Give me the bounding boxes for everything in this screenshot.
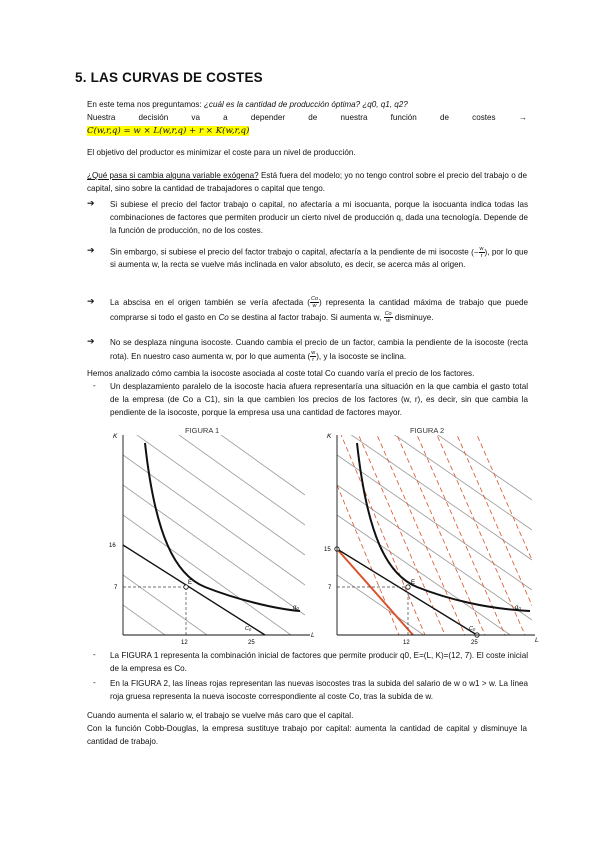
figure-1-x25: 25: [248, 640, 255, 646]
analysis-item-1: Un desplazamiento paralelo de la isocoste hacia afuera representaría una situación en la que cambia el gasto total de la empresa (de Co a C1), sin la que cambien los precios de los factores (w, r), es decir, sin que cambia la pendiente de la isocoste, porque la empresa usa una cantidad de factores mayor.: [110, 382, 528, 417]
bullet-3: [110, 295, 528, 325]
figure-1-q0-label: q₀: [293, 605, 299, 611]
exogena-question: ¿Qué pasa si cambia alguna variable exógena?: [87, 171, 259, 180]
intro-question: [87, 99, 527, 112]
figure-2-title: FIGURA 2: [410, 426, 445, 435]
arrow-bullet-icon: ➔: [87, 296, 95, 306]
conclusion-2: Con la función Cobb-Douglas, la empresa sustituye trabajo por capital: aumenta la cantidad de capital y disminuye la cantidad de trabajo.: [87, 724, 527, 746]
decision-word: nuestra: [340, 113, 368, 122]
figure-2-x12: 12: [403, 640, 410, 646]
frac-num: w: [479, 246, 484, 252]
new-isocost-line: [435, 425, 545, 635]
isocost-line: [123, 425, 305, 525]
isocost-line: [337, 425, 532, 530]
bullet-2: [110, 246, 528, 272]
figure-1-x12: 12: [181, 640, 188, 646]
bullet-4: [110, 336, 528, 364]
cost-formula: C(w,r,q) = w × L(w,r,q) + r × K(w,r,q): [87, 126, 250, 136]
figure-1: [109, 425, 315, 655]
figure-2-isocost-c0: [337, 549, 477, 635]
exogena-rest: Está fuera del modelo; yo no tengo control sobre el precio del trabajo o de capital, sino sobre la cantidad de trabajadores o capital que tengo.: [87, 171, 527, 193]
note-figure-1: La FIGURA 1 representa la combinación inicial de factores que permite producir q0, E=(L, K)=(12, 7). El coste inicial de la empresa es Co.: [110, 651, 528, 673]
frac-den: r: [480, 253, 483, 259]
figure-2-isocost-lines: [337, 425, 532, 655]
figure-1-isocost-lines: [123, 425, 305, 655]
exogena-paragraph: [87, 170, 527, 196]
analysis-lead: Hemos analizado cómo cambia la isocoste asociada al coste total Co cuando varía el precio de los factores.: [87, 369, 475, 378]
figure-2-k-label: K: [327, 433, 332, 440]
decision-word: →: [518, 113, 527, 122]
decision-line: [87, 112, 527, 125]
frac-num: Co: [311, 296, 319, 303]
intro-question-prefix: En este tema nos preguntamos:: [87, 100, 204, 109]
figure-1-k-label: K: [113, 433, 118, 440]
dash-bullet: -: [93, 381, 96, 390]
figure-2-q0-label: q₀: [515, 605, 521, 611]
note-figure-2: En la FIGURA 2, las líneas rojas representan las nuevas isocostes tras la subida del salario de w o w1 > w. La línea roja gruesa representa la nueva isocoste correspondiente al coste Co, tras la subida de w.: [110, 679, 528, 701]
isocost-line: [123, 485, 305, 615]
decision-word: decisión: [138, 113, 169, 122]
figure-2-y7: 7: [328, 585, 332, 591]
bullet-4-part-a: No se desplaza ninguna isocoste. Cuando cambia el precio de un factor, cambia la pendiente de la isocoste (recta rota). En nuestro caso aumenta w, por lo que aumenta: [110, 338, 528, 361]
intro-question-italic: ¿cuál es la cantidad de producción óptima? ¿q0, q1, q2?: [203, 100, 408, 109]
bullet-3-part-c: se destina al factor trabajo. Si aumenta w,: [231, 313, 382, 322]
objective-text: El objetivo del productor es minimizar el coste para un nivel de producción.: [87, 148, 356, 157]
frac-den: w: [312, 303, 317, 310]
frac-num: w: [311, 350, 316, 357]
isocost-line: [123, 455, 305, 585]
frac-den: w: [386, 318, 391, 325]
abscissa-fraction: ( $\frac{Co}{w}$ ): [307, 296, 322, 310]
figure-1-e-label: E: [188, 580, 193, 586]
bullet-1: Si subiese el precio del factor trabajo o capital, no afectaría a mi isocuanta, porque la isocuanta indica todas las combinaciones de factores que permiten producir un cierto nivel de producción q, dada una tecnología. Depende de la función de producción, no de los costes.: [110, 200, 528, 235]
isocost-line: [123, 425, 305, 555]
frac-num: Co: [384, 311, 392, 318]
arrow-bullet-icon: ➔: [87, 336, 95, 346]
bullet-3-part-a: La abscisa en el origen también se vería afectada: [110, 298, 304, 307]
figure-1-title: FIGURA 1: [185, 426, 220, 435]
figure-2-c0-label: C₀: [469, 626, 476, 632]
isocost-line: [123, 605, 305, 655]
frac-den: r: [312, 357, 315, 364]
dash-bullet: -: [93, 650, 96, 659]
cost-formula-line: [87, 125, 527, 138]
isocost-line: [337, 575, 532, 655]
section-title: 5. LAS CURVAS DE COSTES: [75, 70, 263, 85]
bullet-3-part-b: representa la cantidad máxima de trabajo que puede comprarse si todo el gasto en: [110, 298, 529, 322]
decision-word: función: [390, 113, 417, 122]
figures-panel: [105, 425, 545, 655]
bullet-2-part-a: Sin embargo, si subiese el precio del factor trabajo o capital, afectaría a la pendiente de mi isocoste: [110, 247, 469, 257]
figure-1-y16: 16: [109, 543, 116, 549]
isocost-line: [123, 515, 305, 645]
arrow-bullet-icon: ➔: [87, 198, 95, 208]
decision-word: de: [439, 113, 449, 122]
slope-fraction: (− $\frac{w}{r}$ ): [471, 246, 488, 259]
bullet-2-part-b: , por lo que si aumenta w, la recta se vuelve más inclinada en valor absoluto, es decir, se acerca más al origen.: [110, 247, 529, 270]
decision-word: de: [308, 113, 318, 122]
figure-2-point-e: [406, 585, 410, 589]
bullet-3-part-d: disminuye.: [394, 313, 434, 322]
decision-word: a: [223, 113, 228, 122]
figure-1-c0-label: C₀: [245, 626, 252, 632]
decision-word: va: [191, 113, 200, 122]
figure-2-new-isocost-lines: [337, 425, 545, 635]
figure-2-x25: 25: [471, 640, 478, 646]
figure-1-l-label: L: [311, 632, 315, 639]
decision-word: costes: [472, 113, 496, 122]
new-isocost-line: [337, 425, 425, 635]
arrow-bullet-icon: ➔: [87, 245, 95, 255]
decision-word: Nuestra: [87, 113, 116, 122]
neg-sign: −: [473, 247, 479, 257]
bullet-4-part-b: , y la isocoste se inclina.: [318, 352, 407, 361]
figure-1-y7: 7: [114, 585, 118, 591]
decision-word: depender: [250, 113, 286, 122]
dash-bullet: -: [93, 678, 96, 687]
figure-2-new-isocost-c0: [337, 549, 416, 635]
figure-2-e-label: E: [411, 580, 416, 586]
figure-2-l-label: L: [535, 637, 539, 644]
bullet-3-co: Co: [218, 313, 229, 322]
conclusion-1: Cuando aumenta el salario w, el trabajo se vuelve más caro que el capital.: [87, 711, 354, 720]
figure-2: [324, 425, 545, 655]
ratio-fraction: ( $\frac{w}{r}$ ): [307, 350, 319, 364]
new-isocost-line: [337, 425, 445, 635]
new-isocost-line: [355, 425, 465, 635]
figure-2-y15: 15: [324, 547, 331, 553]
